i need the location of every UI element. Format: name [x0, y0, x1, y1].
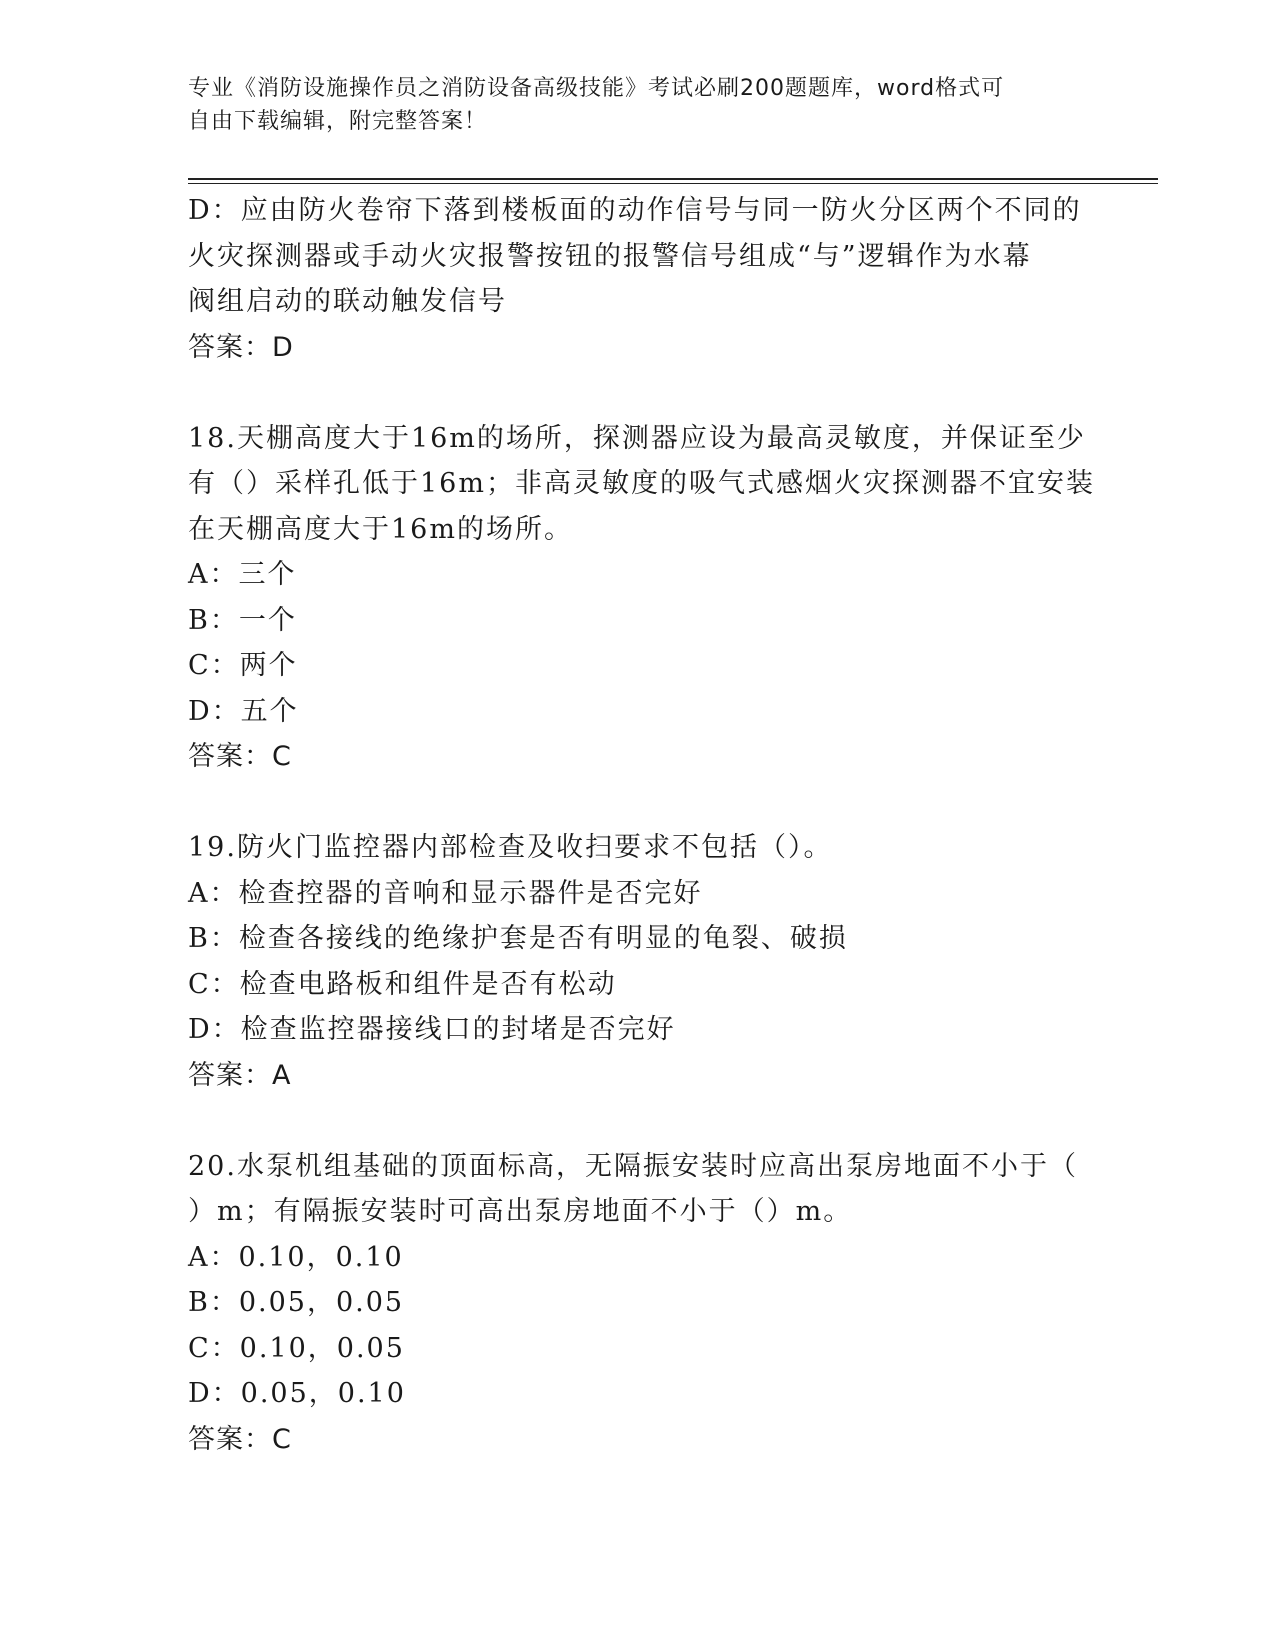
header-divider-thick — [188, 178, 1158, 180]
option-a: A：0.10，0.10 — [188, 1241, 404, 1273]
option-c: C：检查电路板和组件是否有松动 — [188, 968, 617, 1000]
document-header — [188, 72, 1088, 138]
option-text-line: 火灾探测器或手动火灾报警按钮的报警信号组成“与”逻辑作为水幕 — [188, 240, 1032, 272]
question-stem-line: 有（）采样孔低于16m；非高灵敏度的吸气式感烟火灾探测器不宜安装 — [188, 468, 1095, 499]
question-stem-line: 在天棚高度大于16m的场所。 — [188, 513, 573, 545]
question-stem-line: ）m；有隔振安装时可高出泵房地面不小于（）m。 — [188, 1196, 853, 1227]
header-line-2: 自由下载编辑，附完整答案！ — [188, 109, 488, 134]
answer-label: 答案：D — [188, 331, 294, 363]
question-stem-line: 18.天棚高度大于16m的场所，探测器应设为最高灵敏度，并保证至少 — [188, 422, 1086, 454]
option-b: B：0.05，0.05 — [188, 1287, 405, 1318]
option-text-line: D：应由防火卷帘下落到楼板面的动作信号与同一防火分区两个不同的 — [188, 195, 1082, 226]
question-stem-line: 19.防火门监控器内部检查及收扫要求不包括（）。 — [188, 832, 833, 863]
option-b: B：一个 — [188, 604, 297, 636]
spacer — [188, 370, 1088, 416]
question-stem-line: 20.水泵机组基础的顶面标高，无隔振安装时应高出泵房地面不小于（ — [188, 1150, 1078, 1182]
header-line-1: 专业《消防设施操作员之消防设备高级技能》考试必刷200题题库，word格式可 — [188, 76, 1005, 101]
option-c: C：0.10，0.05 — [188, 1332, 405, 1364]
question-20 — [188, 1144, 1088, 1463]
option-d: D：检查监控器接线口的封堵是否完好 — [188, 1014, 676, 1045]
spacer — [188, 1098, 1088, 1144]
answer-label: 答案：A — [188, 1059, 292, 1091]
option-a: A：检查控器的音响和显示器件是否完好 — [188, 877, 703, 909]
option-b: B：检查各接线的绝缘护套是否有明显的龟裂、破损 — [188, 923, 848, 954]
answer-label: 答案：C — [188, 1423, 292, 1455]
question-19 — [188, 825, 1088, 1098]
question-18 — [188, 416, 1095, 780]
option-d: D：0.05，0.10 — [188, 1378, 406, 1409]
spacer — [188, 780, 1088, 826]
question-17-tail — [188, 188, 1088, 370]
header-divider-thin — [188, 183, 1158, 184]
option-text-line: 阀组启动的联动触发信号 — [188, 286, 507, 317]
option-c: C：两个 — [188, 650, 298, 681]
option-d: D：五个 — [188, 695, 299, 727]
answer-label: 答案：C — [188, 741, 292, 772]
option-a: A：三个 — [188, 559, 297, 590]
question-content — [188, 188, 1095, 1462]
